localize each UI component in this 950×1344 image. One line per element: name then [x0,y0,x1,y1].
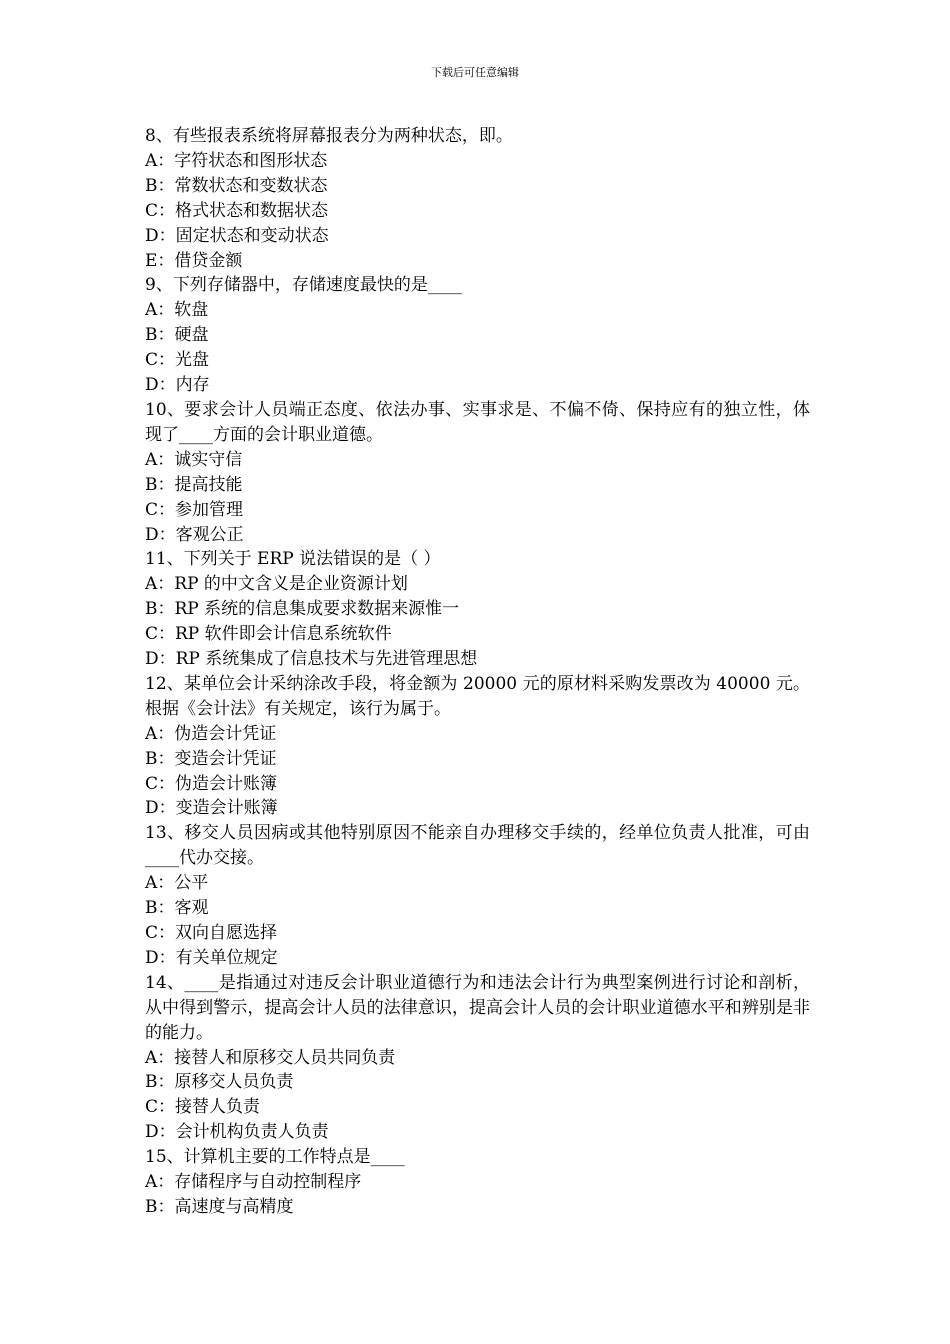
question-stem: 10、要求会计人员端正态度、依法办事、实事求是、不偏不倚、保持应有的独立性，体现了____方面的会计职业道德。 [145,399,810,445]
option-d: D：变造会计账簿 [145,798,278,819]
question-12 [145,672,810,821]
question-list [145,124,810,1220]
option-c: C：双向自愿选择 [145,923,278,943]
option-d: D：内存 [145,375,210,396]
option-b: B：常数状态和变数状态 [145,175,328,196]
question-stem: 12、某单位会计采纳涂改手段，将金额为 20000 元的原材料采购发票改为 40000 元。根据《会计法》有关规定，该行为属于。 [145,673,810,719]
question-stem: 14、____是指通过对违反会计职业道德行为和违法会计行为典型案例进行讨论和剖析，从中得到警示，提高会计人员的法律意识，提高会计人员的会计职业道德水平和辨别是非的能力。 [145,972,810,1043]
option-d: D：固定状态和变动状态 [145,225,329,246]
question-15 [145,1145,810,1220]
question-9 [145,273,810,398]
option-a: A：软盘 [145,300,209,321]
option-a: A：RP 的中文含义是企业资源计划 [145,574,408,595]
option-b: B：原移交人员负责 [145,1072,294,1093]
question-11 [145,547,810,672]
option-d: D：会计机构负责人负责 [145,1122,329,1143]
option-b: B：RP 系统的信息集成要求数据来源惟一 [145,599,460,620]
option-c: C：接替人负责 [145,1097,261,1118]
question-stem: 13、移交人员因病或其他特别原因不能亲自办理移交手续的，经单位负责人批准，可由____代办交接。 [145,823,810,869]
option-a: A：伪造会计凭证 [145,723,277,744]
option-a: A：存储程序与自动控制程序 [145,1172,362,1193]
option-b: B：硬盘 [145,325,209,346]
option-d: D：RP 系统集成了信息技术与先进管理思想 [145,649,478,670]
option-a: A：接替人和原移交人员共同负责 [145,1047,396,1068]
option-c: C：参加管理 [145,499,244,520]
question-stem: 11、下列关于 ERP 说法错误的是（ ） [145,549,441,570]
question-stem: 9、下列存储器中，存储速度最快的是____ [145,275,462,296]
option-e: E：借贷金额 [145,250,243,271]
option-d: D：客观公正 [145,524,244,545]
option-c: C：伪造会计账簿 [145,773,278,794]
question-8 [145,124,810,273]
option-c: C：光盘 [145,350,210,371]
option-a: A：公平 [145,873,209,894]
option-b: B：提高技能 [145,474,243,495]
option-b: B：高速度与高精度 [145,1196,294,1217]
question-stem: 8、有些报表系统将屏幕报表分为两种状态，即。 [145,126,513,146]
option-b: B：变造会计凭证 [145,748,277,769]
question-13 [145,821,810,970]
question-14 [145,971,810,1145]
question-10 [145,398,810,547]
question-stem: 15、计算机主要的工作特点是____ [145,1147,405,1168]
option-d: D：有关单位规定 [145,947,278,968]
page-header: 下载后可任意编辑 [431,66,519,79]
option-b: B：客观 [145,898,209,919]
option-a: A：诚实守信 [145,449,243,470]
option-c: C：RP 软件即会计信息系统软件 [145,624,392,645]
option-a: A：字符状态和图形状态 [145,150,328,171]
option-c: C：格式状态和数据状态 [145,200,329,221]
